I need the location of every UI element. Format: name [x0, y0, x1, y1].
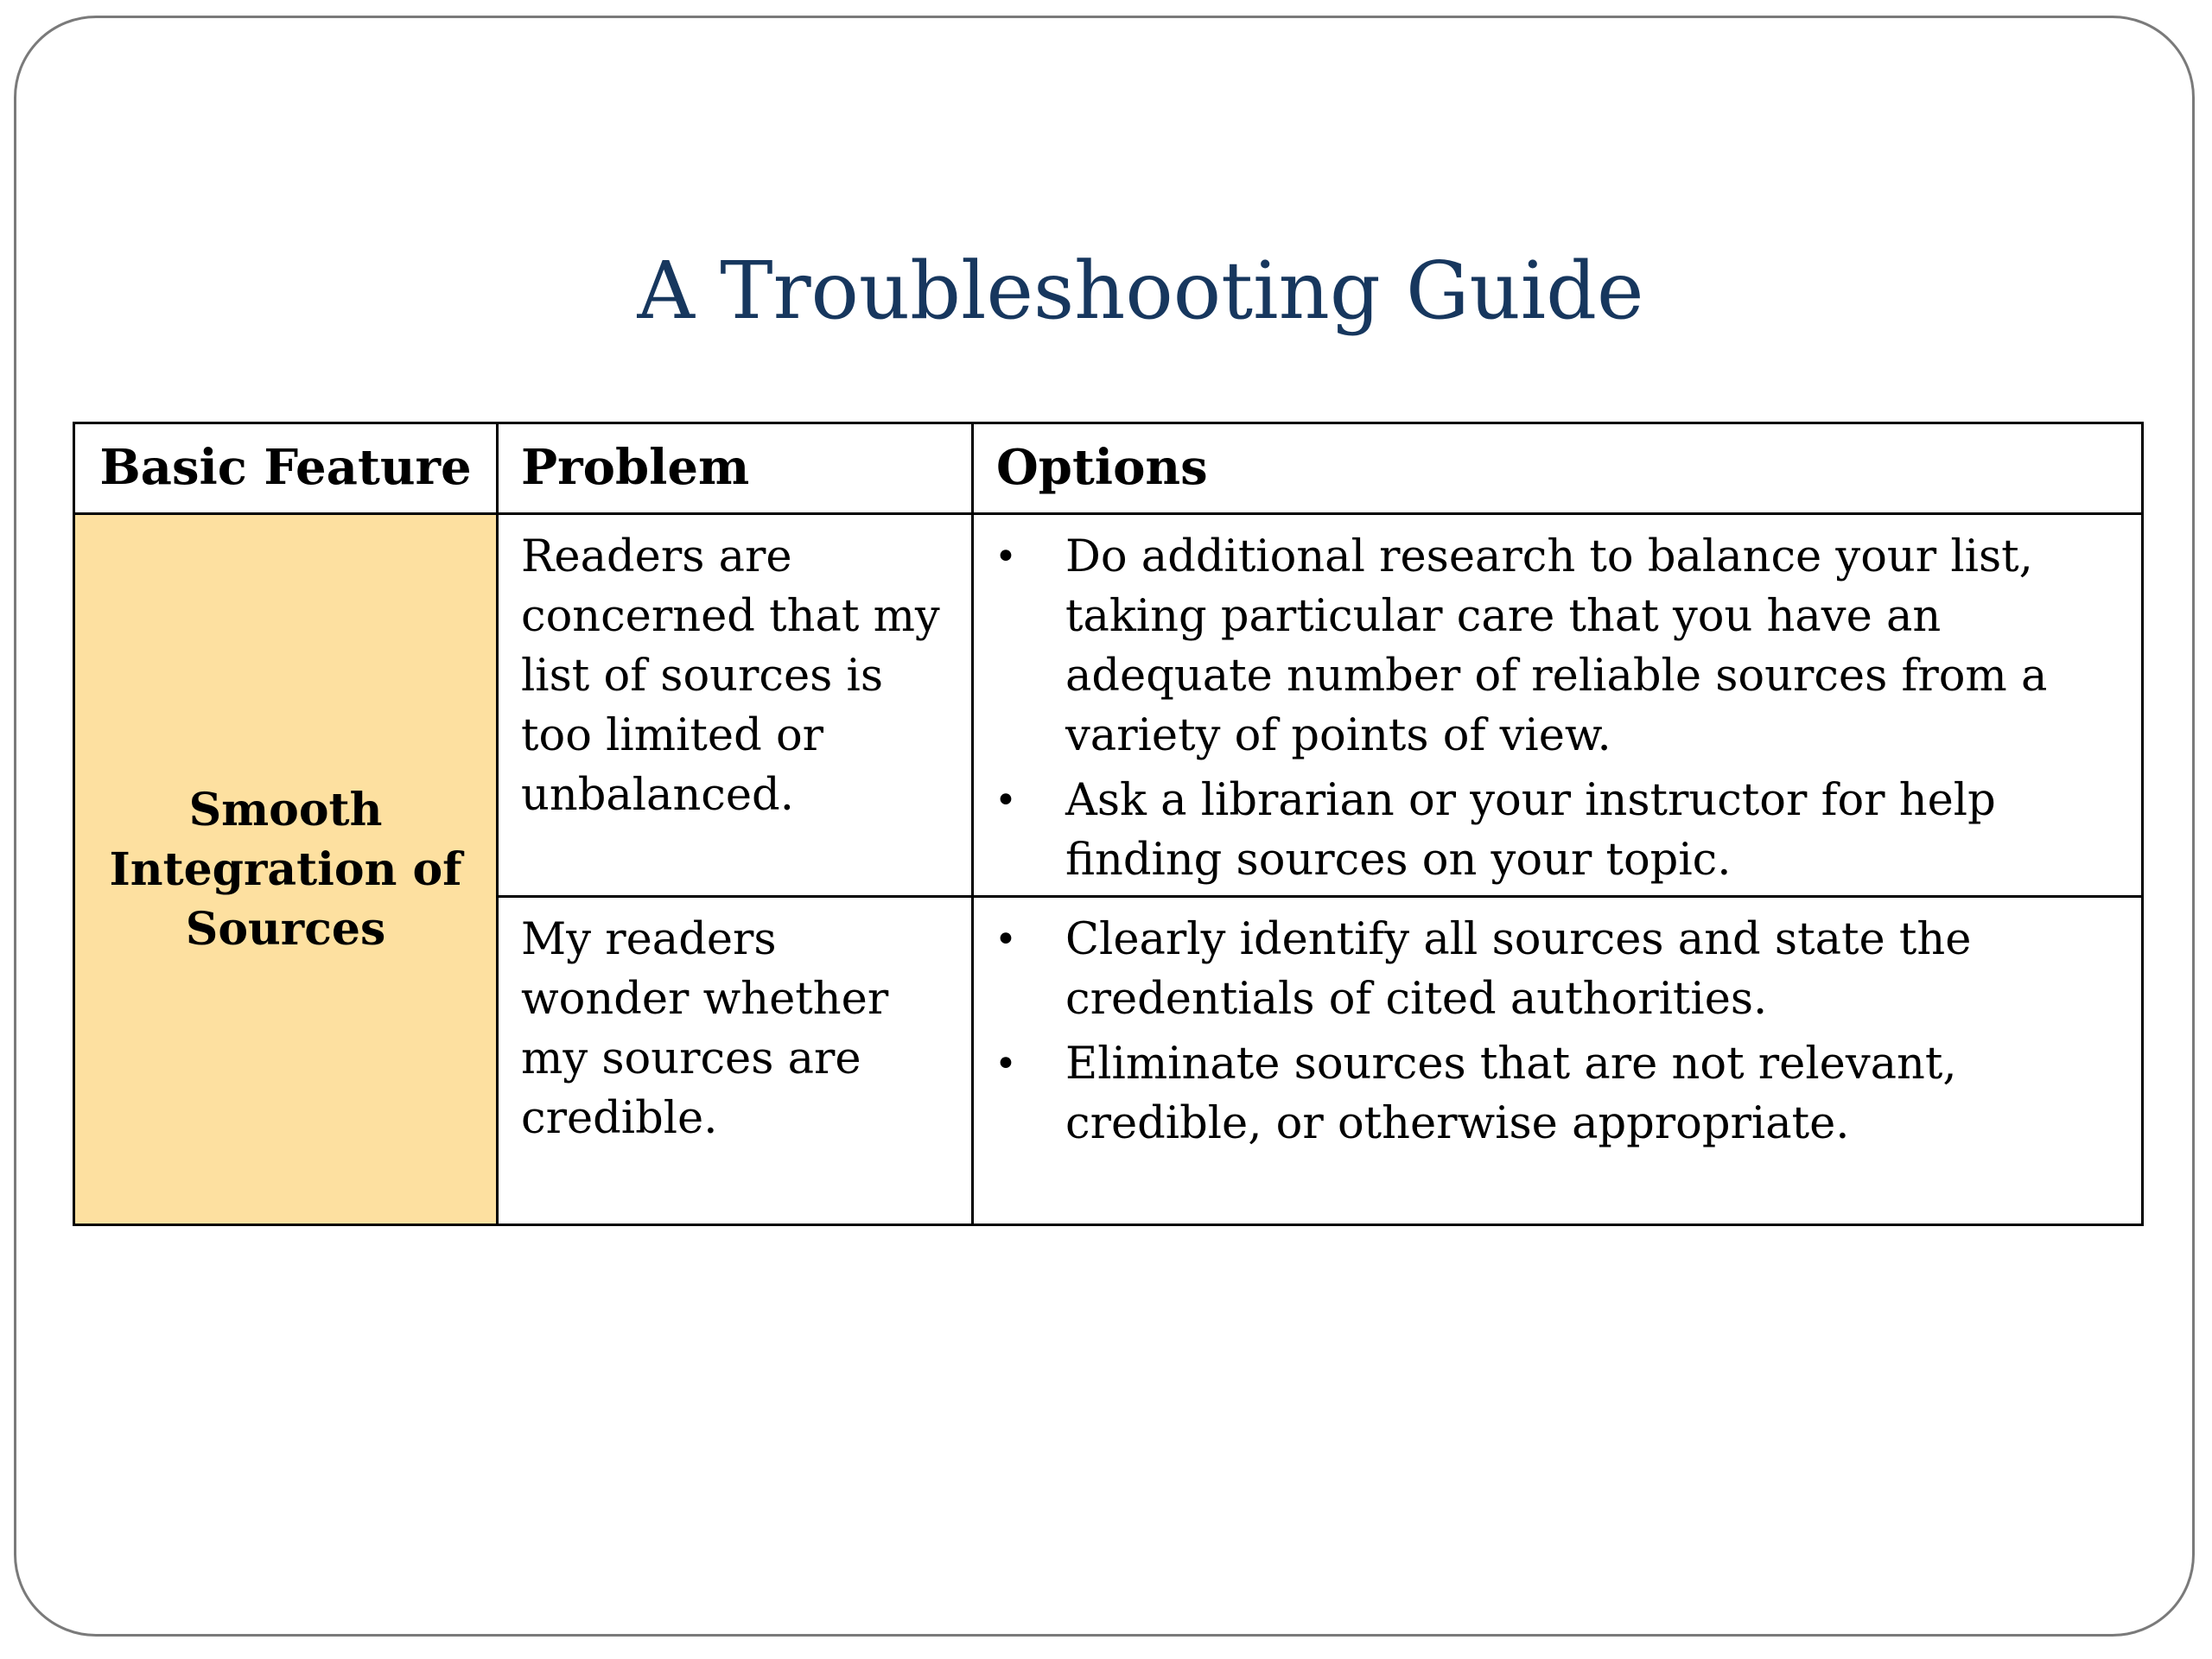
option-list: [974, 910, 2124, 1154]
bullet-icon: •: [995, 779, 1017, 823]
bullet-icon: •: [995, 918, 1017, 962]
option-item: [974, 910, 2124, 1029]
option-item: [974, 1034, 2124, 1154]
options-cell: [973, 897, 2143, 1225]
option-text: Eliminate sources that are not relevant, credible, or otherwise appropriate.: [1065, 1039, 1957, 1149]
problem-cell: My readers wonder whether my sources are credible.: [498, 897, 973, 1225]
bullet-icon: •: [995, 535, 1017, 579]
option-text: Clearly identify all sources and state the credentials of cited authorities.: [1065, 914, 1972, 1025]
table-row: [74, 514, 2143, 897]
header-problem: Problem: [498, 423, 973, 514]
options-cell: [973, 514, 2143, 897]
feature-cell: Smooth Integration of Sources: [74, 514, 498, 1225]
table-header-row: [74, 423, 2143, 514]
option-text: Do additional research to balance your list, taking particular care that you have an adequate number of reliable sources from a variety of points of view.: [1065, 531, 2048, 761]
problem-cell: Readers are concerned that my list of sources is too limited or unbalanced.: [498, 514, 973, 897]
bullet-icon: •: [995, 1042, 1017, 1086]
option-item: [974, 527, 2124, 766]
slide-title: A Troubleshooting Guide: [637, 245, 1644, 337]
header-basic-feature: Basic Feature: [74, 423, 498, 514]
option-list: [974, 527, 2124, 890]
troubleshooting-table: [73, 422, 2144, 1226]
header-options: Options: [973, 423, 2143, 514]
option-text: Ask a librarian or your instructor for help finding sources on your topic.: [1065, 775, 1996, 886]
option-item: [974, 771, 2124, 890]
